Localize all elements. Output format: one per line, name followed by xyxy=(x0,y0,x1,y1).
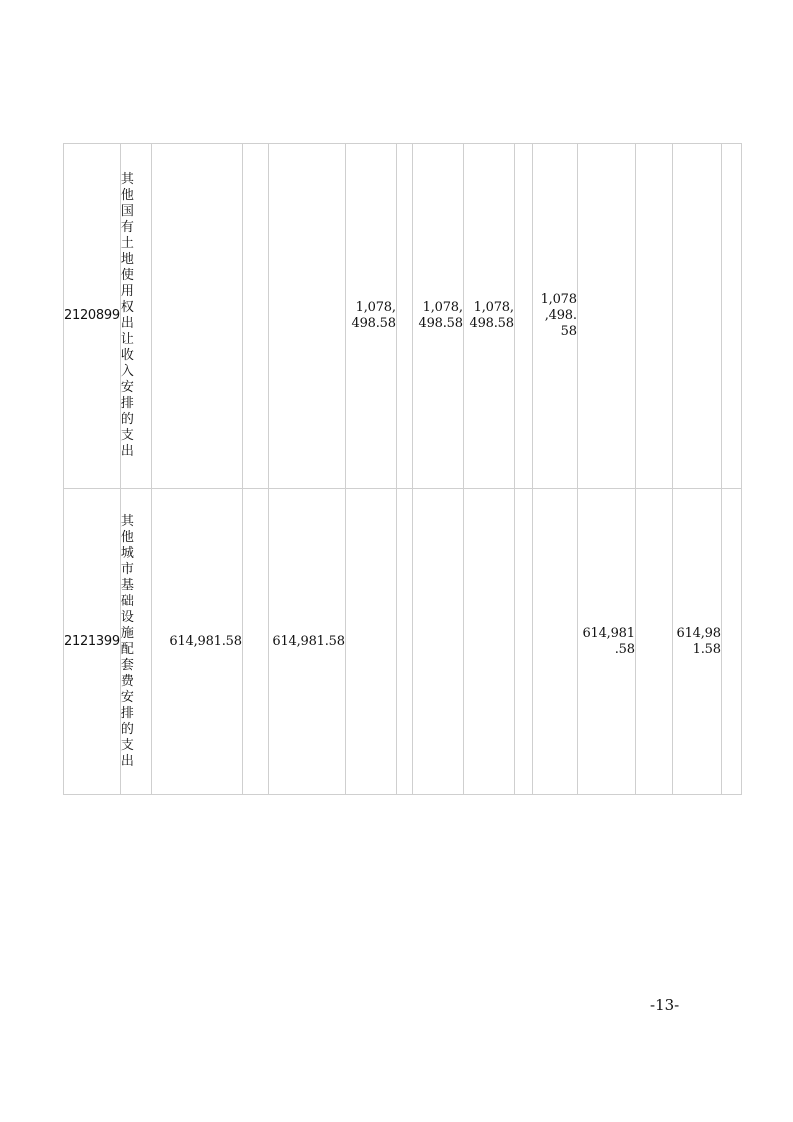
cell: 1,078 ,498. 58 xyxy=(532,144,577,489)
table-row xyxy=(64,144,742,489)
cell xyxy=(635,144,672,489)
cell: 1,078, 498.58 xyxy=(345,144,396,489)
cell xyxy=(396,489,412,795)
cell xyxy=(396,144,412,489)
row-name: 其他国有土地使用权出让收入安排的支出 xyxy=(120,144,151,489)
cell: 1,078, 498.58 xyxy=(463,144,514,489)
cell: 1,078, 498.58 xyxy=(412,144,463,489)
cell xyxy=(721,489,741,795)
budget-table xyxy=(63,143,742,795)
cell xyxy=(721,144,741,489)
cell: 614,981.58 xyxy=(151,489,242,795)
cell xyxy=(412,489,463,795)
page-number: -13- xyxy=(650,996,680,1014)
cell xyxy=(672,144,721,489)
cell: 614,981.58 xyxy=(268,489,345,795)
cell xyxy=(242,144,268,489)
cell xyxy=(242,489,268,795)
cell xyxy=(345,489,396,795)
row-code: 2120899 xyxy=(64,144,121,489)
row-name: 其他城市基础设施配套费安排的支出 xyxy=(120,489,151,795)
cell xyxy=(514,489,532,795)
cell: 614,98 1.58 xyxy=(672,489,721,795)
cell xyxy=(577,144,635,489)
cell: 614,981 .58 xyxy=(577,489,635,795)
cell xyxy=(514,144,532,489)
table-row xyxy=(64,489,742,795)
cell xyxy=(463,489,514,795)
cell xyxy=(532,489,577,795)
cell xyxy=(151,144,242,489)
cell xyxy=(268,144,345,489)
cell xyxy=(635,489,672,795)
row-code: 2121399 xyxy=(64,489,121,795)
